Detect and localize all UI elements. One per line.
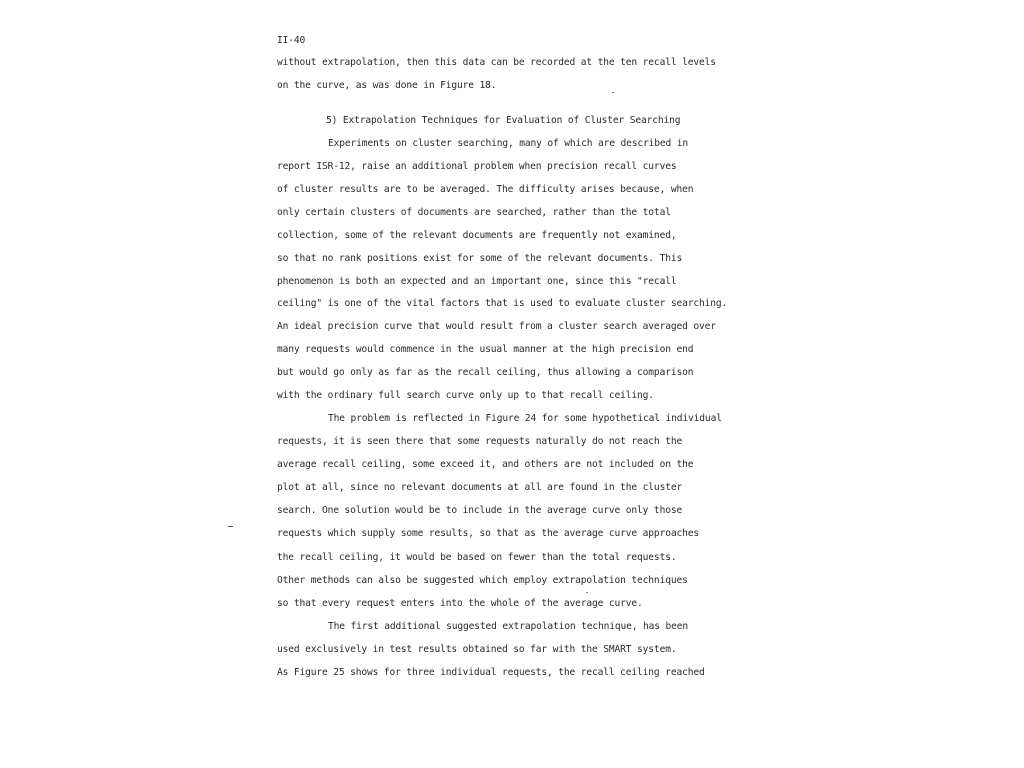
paragraph-2-line-4: plot at all, since no relevant documents at all are found in the cluster <box>277 482 683 493</box>
paragraph-2-line-9: so that every request enters into the whole of the average curve. <box>277 598 643 609</box>
paragraph-2-line-7: the recall ceiling, it would be based on fewer than the total requests. <box>277 552 677 563</box>
paragraph-3-line-1: The first additional suggested extrapolation technique, has been <box>328 621 689 632</box>
paragraph-1-line-6: so that no rank positions exist for some of the relevant documents. This <box>277 253 683 264</box>
paragraph-2-line-8: Other methods can also be suggested which employ extrapolation techniques <box>277 575 688 586</box>
section-heading: 5) Extrapolation Techniques for Evaluation of Cluster Searching <box>326 115 681 126</box>
paragraph-1-line-7: phenomenon is both an expected and an important one, since this "recall <box>277 276 677 287</box>
paragraph-2-line-3: average recall ceiling, some exceed it, and others are not included on the <box>277 459 694 470</box>
margin-mark <box>228 526 233 527</box>
paragraph-2-line-1: The problem is reflected in Figure 24 for some hypothetical individual <box>328 413 722 424</box>
scan-speck <box>612 92 614 93</box>
paragraph-1-line-9: An ideal precision curve that would result from a cluster search averaged over <box>277 321 716 332</box>
paragraph-2-line-6: requests which supply some results, so that as the average curve approaches <box>277 528 699 539</box>
paragraph-1-line-5: collection, some of the relevant documents are frequently not examined, <box>277 230 677 241</box>
text-line-2: on the curve, as was done in Figure 18. <box>277 80 497 91</box>
text-line-1: without extrapolation, then this data can be recorded at the ten recall levels <box>277 57 716 68</box>
paragraph-1-line-3: of cluster results are to be averaged. The difficulty arises because, when <box>277 184 694 195</box>
paragraph-1-line-12: with the ordinary full search curve only up to that recall ceiling. <box>277 390 654 401</box>
page-number: II-40 <box>277 35 306 46</box>
paragraph-2-line-5: search. One solution would be to include in the average curve only those <box>277 505 683 516</box>
paragraph-3-line-2: used exclusively in test results obtained so far with the SMART system. <box>277 644 677 655</box>
paragraph-1-line-4: only certain clusters of documents are searched, rather than the total <box>277 207 671 218</box>
paragraph-1-line-11: but would go only as far as the recall ceiling, thus allowing a comparison <box>277 367 694 378</box>
paragraph-1-line-8: ceiling" is one of the vital factors that is used to evaluate cluster searching. <box>277 298 728 309</box>
paragraph-1-line-10: many requests would commence in the usual manner at the high precision end <box>277 344 694 355</box>
paragraph-1-line-2: report ISR-12, raise an additional problem when precision recall curves <box>277 161 677 172</box>
paragraph-2-line-2: requests, it is seen there that some requests naturally do not reach the <box>277 436 683 447</box>
paragraph-1-line-1: Experiments on cluster searching, many of which are described in <box>328 138 689 149</box>
paragraph-3-line-3: As Figure 25 shows for three individual requests, the recall ceiling reached <box>277 667 705 678</box>
scan-speck <box>586 592 588 593</box>
